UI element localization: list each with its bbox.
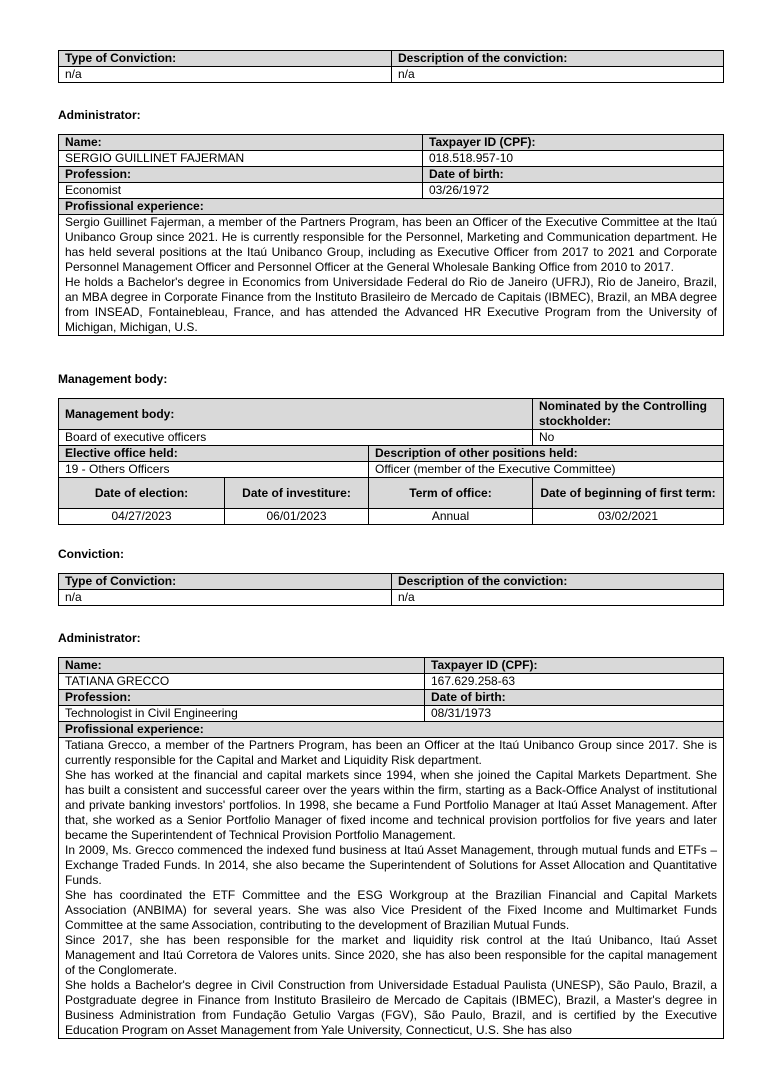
- name-label: Name:: [59, 658, 425, 674]
- conviction-desc-value: n/a: [392, 67, 724, 83]
- administrator-table-1: [58, 134, 723, 336]
- conviction-title: Conviction:: [58, 547, 124, 561]
- nominated-label: Nominated by the Controlling stockholder:: [533, 399, 724, 430]
- experience-paragraph: In 2009, Ms. Grecco commenced the indexed fund business at Itaú Asset Management, through mutual funds and ETFs – Exchange Traded Funds. In 2014, she also became the Superintendent of Solutions for Asset Allocation and Quantitative Funds.: [65, 843, 717, 887]
- experience-text: [59, 738, 724, 1039]
- term-of-office-label: Term of office:: [369, 478, 533, 509]
- conviction-table-top: [58, 50, 723, 83]
- name-value: SERGIO GUILLINET FAJERMAN: [59, 151, 423, 167]
- administrator-title-2: Administrator:: [58, 631, 141, 645]
- other-positions-label: Description of other positions held:: [369, 446, 724, 462]
- experience-paragraph: Tatiana Grecco, a member of the Partners Program, has been an Officer at the Itaú Unibanco Group since 2017. She is currently responsible for the Capital and Market and Liquidity Risk department.: [65, 738, 717, 767]
- conviction-desc-label: Description of the conviction:: [392, 574, 724, 590]
- cpf-value: 167.629.258-63: [425, 674, 724, 690]
- experience-paragraph: She has coordinated the ETF Committee and the ESG Workgroup at the Brazilian Financial and Capital Markets Association (ANBIMA) for several years. She was also Vice President of the Fixed Income and Multimarket Funds Committee at the same Association, contributing to the development of Brazilian Mutual Funds.: [65, 888, 717, 932]
- election-date-value: 04/27/2023: [59, 509, 225, 525]
- dob-label: Date of birth:: [423, 167, 724, 183]
- conviction-type-value: n/a: [59, 590, 392, 606]
- election-date-label: Date of election:: [59, 478, 225, 509]
- name-label: Name:: [59, 135, 423, 151]
- management-body-title: Management body:: [58, 372, 168, 386]
- experience-text: [59, 215, 724, 336]
- conviction-desc-value: n/a: [392, 590, 724, 606]
- investiture-date-label: Date of investiture:: [225, 478, 369, 509]
- management-body-label: Management body:: [59, 399, 533, 430]
- nominated-value: No: [533, 430, 724, 446]
- first-term-date-label: Date of beginning of first term:: [533, 478, 724, 509]
- conviction-table-2: [58, 573, 723, 606]
- conviction-desc-label: Description of the conviction:: [392, 51, 724, 67]
- cpf-value: 018.518.957-10: [423, 151, 724, 167]
- administrator-title-1: Administrator:: [58, 108, 141, 122]
- name-value: TATIANA GRECCO: [59, 674, 425, 690]
- profession-value: Economist: [59, 183, 423, 199]
- experience-label: Profissional experience:: [59, 722, 724, 738]
- administrator-table-2: [58, 657, 723, 1039]
- elective-office-label: Elective office held:: [59, 446, 369, 462]
- conviction-type-value: n/a: [59, 67, 392, 83]
- dob-value: 08/31/1973: [425, 706, 724, 722]
- term-of-office-value: Annual: [369, 509, 533, 525]
- experience-label: Profissional experience:: [59, 199, 724, 215]
- dob-value: 03/26/1972: [423, 183, 724, 199]
- investiture-date-value: 06/01/2023: [225, 509, 369, 525]
- experience-paragraph: Sergio Guillinet Fajerman, a member of the Partners Program, has been an Officer of the Executive Committee at the Itaú Unibanco Group since 2021. He is currently responsible for the Personnel, Marketing and Communication department. He has held several positions at the Itaú Unibanco Group, including as Executive Officer from 2017 to 2021 and Corporate Personnel Management Officer and Personnel Officer at the General Wholesale Banking Office from 2010 to 2017.: [65, 215, 717, 274]
- dob-label: Date of birth:: [425, 690, 724, 706]
- cpf-label: Taxpayer ID (CPF):: [423, 135, 724, 151]
- other-positions-value: Officer (member of the Executive Committee): [369, 462, 724, 478]
- experience-paragraph: Since 2017, she has been responsible for the market and liquidity risk control at the Itaú Unibanco, Itaú Asset Management and Itaú Corretora de Valores units. Since 2020, she has also been responsible for the capital management of the Conglomerate.: [65, 933, 717, 977]
- experience-paragraph: He holds a Bachelor's degree in Economics from Universidade Federal do Rio de Janeiro (UFRJ), Rio de Janeiro, Brazil, an MBA degree in Corporate Finance from the Instituto Brasileiro de Mercado de Capitais (IBMEC), Brazil, an MBA degree from INSEAD, Fontainebleau, France, and has attended the Advanced HR Executive Program from the University of Michigan, Michigan, U.S.: [65, 275, 717, 334]
- management-body-value: Board of executive officers: [59, 430, 533, 446]
- conviction-type-label: Type of Conviction:: [59, 574, 392, 590]
- profession-label: Profession:: [59, 690, 425, 706]
- experience-paragraph: She has worked at the financial and capital markets since 1994, when she joined the Capital Markets Department. She has built a consistent and successful career over the years within the firm, starting as a Back-Office Analyst of institutional and private banking investors' portfolios. In 1998, she became a Fund Portfolio Manager at Itaú Asset Management. After that, she worked as a Senior Portfolio Manager of fixed income and technical provision portfolios for five years and later became the Superintendent of Technical Provision Portfolio Management.: [65, 768, 717, 842]
- first-term-date-value: 03/02/2021: [533, 509, 724, 525]
- profession-label: Profession:: [59, 167, 423, 183]
- experience-paragraph: She holds a Bachelor's degree in Civil Construction from Universidade Estadual Paulista (UNESP), São Paulo, Brazil, a Postgraduate degree in Finance from Instituto Brasileiro de Mercado de Capitais (IBMEC), Brazil, a Master's degree in Business Administration from Fundação Getulio Vargas (FGV), São Paulo, Brazil, and is certified by the Executive Education Program on Asset Management from Yale University, Connecticut, U.S. She has also: [65, 978, 717, 1037]
- management-body-table: [58, 398, 723, 525]
- profession-value: Technologist in Civil Engineering: [59, 706, 425, 722]
- conviction-type-label: Type of Conviction:: [59, 51, 392, 67]
- elective-office-value: 19 - Others Officers: [59, 462, 369, 478]
- cpf-label: Taxpayer ID (CPF):: [425, 658, 724, 674]
